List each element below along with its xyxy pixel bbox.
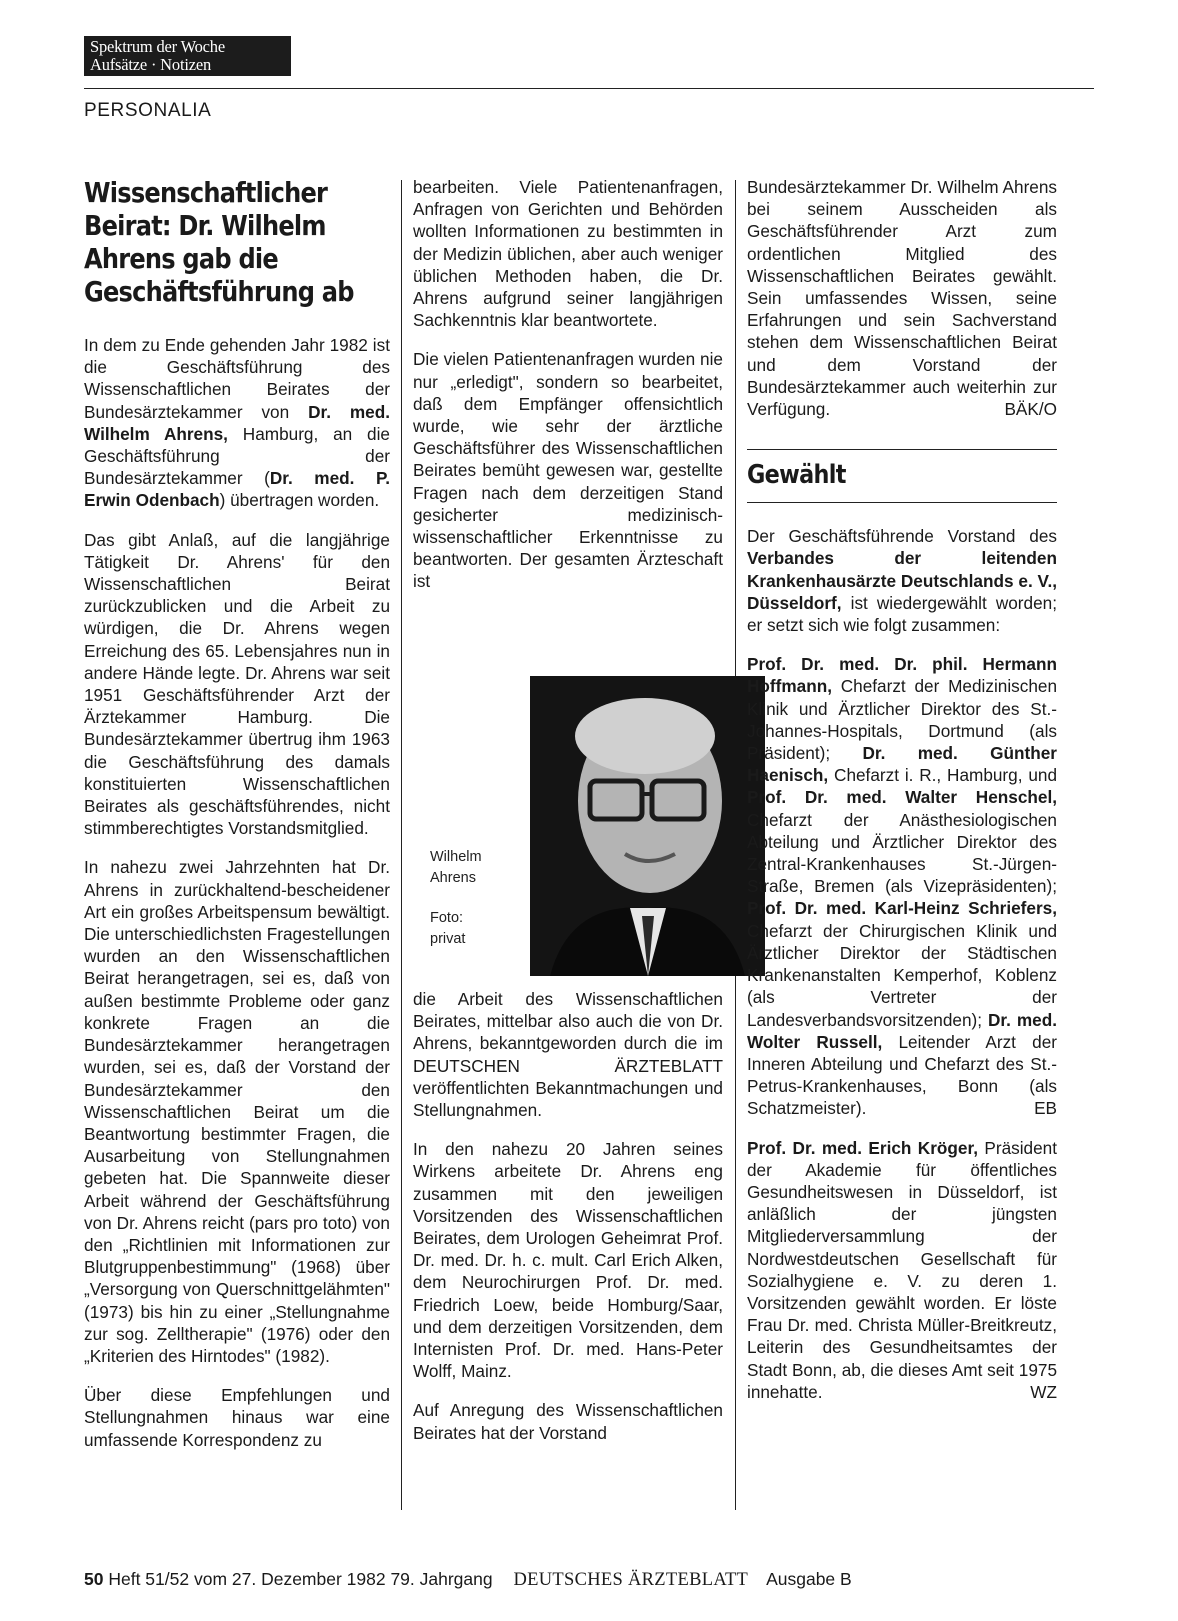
text: Präsident der Akademie für öffentliches Gesundheitswesen in Düsseldorf, ist anläßlich der jüngsten Mitgliederversammlung der Nordwestdeutschen Gesellschaft für Sozialhygiene e. V. zu deren 1. Vorsitzenden gewählt worden. Er löste Frau Dr. med. Christa Müller-Breitkreutz, Leiterin des Gesundheitsamtes der Stadt Bonn, ab, die dieses Amt seit 1975 innehatte. — [747, 1137, 1058, 1402]
author-signature: BÄK/O — [1004, 399, 1057, 420]
paragraph — [747, 525, 1057, 636]
photo-caption-name — [430, 847, 482, 889]
text: Leitender Arzt der Inneren Abteilung und Chefarzt des St.-Petrus-Krankenhauses, Bonn (als Schatzmeister). — [747, 1031, 1057, 1119]
text: ) übertragen worden. — [219, 490, 380, 511]
publication-name: DEUTSCHES ÄRZTEBLATT — [513, 1570, 749, 1590]
caption-line: Ahrens — [430, 870, 476, 886]
paragraph: bearbeiten. Viele Patientenanfragen, Anfragen von Gerichten und Behörden wollten Informationen zu bestimmten in der Medizin üblichen, aber auch weniger üblichen Methoden haben, die Dr. Ahrens aufgrund seiner langjährigen Sachkenntnis klar beantwortete. — [413, 177, 723, 331]
text: Bundesärztekammer Dr. Wilhelm Ahrens bei seinem Ausscheiden als Geschäftsführender Arzt zum ordentlichen Mitglied des Wissenschaftlichen Beirates gewählt. Sein umfassendes Wissen, seine Erfahrungen und sein Sachverstand stehen dem Wissenschaftlichen Beirat und dem Vorstand der Bundesärztekammer auch weiterhin zur Verfügung. — [747, 177, 1057, 420]
column-2-lower — [413, 988, 723, 1444]
bold-name: Prof. Dr. med. Karl-Heinz Schriefers, — [747, 898, 1057, 919]
text: Hamburg, an die Geschäftsführung der Bundesärztekammer ( — [84, 423, 390, 489]
author-signature: EB — [1034, 1098, 1057, 1119]
bold-name: Prof. Dr. med. Walter Henschel, — [747, 787, 1057, 808]
portrait-illustration — [530, 676, 765, 976]
paragraph — [747, 176, 1057, 420]
caption-line: Wilhelm — [430, 849, 482, 865]
caption-line: privat — [430, 931, 466, 947]
page-number: 50 — [84, 1569, 104, 1589]
column-3 — [747, 176, 1057, 1403]
edition-label: Ausgabe B — [766, 1569, 852, 1589]
section-title: Gewählt — [747, 460, 846, 491]
bold-name: Dr. med. Wolter Russell, — [747, 1009, 1057, 1052]
text: Der Geschäftsführende Vorstand des — [747, 526, 1057, 547]
paragraph: In den nahezu 20 Jahren seines Wirkens arbeitete Dr. Ahrens eng zusammen mit den jeweiligen Vorsitzenden des Wissenschaftlichen Beirates, dem Urologen Geheimrat Prof. Dr. med. Dr. h. c. mult. Carl Erich Alken, dem Neurochirurgen Prof. Dr. med. Friedrich Loew, beide Homburg/Saar, und dem derzeitigen Vorsitzenden, dem Internisten Prof. Dr. med. Hans-Peter Wolff, Mainz. — [413, 1139, 723, 1382]
paragraph — [747, 653, 1057, 1119]
article-headline: Wissenschaftlicher Beirat: Dr. Wilhelm Ahrens gab die Geschäftsführung ab — [84, 176, 354, 308]
column-1 — [84, 176, 390, 1451]
text: In dem zu Ende gehenden Jahr 1982 ist die Geschäftsführung des Wissenschaftlichen Beirates der Bundesärztekammer von — [84, 335, 390, 422]
bold-name: Prof. Dr. med. Dr. phil. Hermann Hoffmann, — [747, 654, 1057, 697]
paragraph: die Arbeit des Wissenschaftlichen Beirates, mittelbar also auch die von Dr. Ahrens, bekanntgeworden durch die im DEUTSCHEN ÄRZTEBLATT veröffentlichten Bekanntmachungen und Stellungnahmen. — [413, 989, 723, 1121]
paragraph: Das gibt Anlaß, auf die langjährige Tätigkeit Dr. Ahrens' für den Wissenschaftlichen Beirat zurückzublicken und die Arbeit zu würdigen, die Dr. Ahrens wegen Erreichung des 65. Lebensjahres nun in andere Hände legte. Dr. Ahrens war seit 1951 Geschäftsführender Arzt der Ärztekammer Hamburg. Die Bundesärztekammer übertrug ihm 1963 die Geschäftsführung des damals konstituierten Wissenschaftlichen Beirates als geschäftsführendes, nicht stimmberechtigtes Vorstandsmitglied. — [84, 529, 390, 839]
text: ist wiedergewählt worden; er setzt sich wie folgt zusammen: — [747, 592, 1057, 636]
bold-name: Verbandes der leitenden Krankenhausärzte Deutschlands e. V., Düsseldorf, — [747, 548, 1057, 613]
bold-name: Prof. Dr. med. Erich Kröger, — [747, 1137, 978, 1158]
paragraph: Auf Anregung des Wissenschaftlichen Beirates hat der Vorstand — [413, 1400, 723, 1443]
text: Chefarzt der Medizinischen Klinik und Ärztlicher Direktor des St.-Johannes-Hospitals, Dortmund (als Präsident); — [747, 676, 1057, 764]
page-footer — [84, 1569, 852, 1591]
paragraph: Die vielen Patientenanfragen wurden nie nur „erledigt", sondern so bearbeitet, daß dem Empfänger offensichtlich wurde, wie sehr der ärztliche Geschäftsführer des Wissenschaftlichen Beirates bemüht gewesen war, gestellte Fragen nach dem derzeitigen Stand gesicherter medizinisch-wissenschaftlicher Erkenntnisse zu beantworten. Der gesamten Ärzteschaft ist — [413, 349, 723, 592]
paragraph — [747, 1137, 1057, 1403]
column-rule-1 — [401, 180, 402, 1510]
issue-info: Heft 51/52 vom 27. Dezember 1982 79. Jahrgang — [108, 1569, 493, 1589]
text: Chefarzt der Anästhesiologischen Abteilung und Ärztlicher Direktor des Zentral-Krankenhauses St.-Jürgen-Straße, Bremen (als Vizepräsidenten); — [747, 809, 1057, 897]
section-rule — [747, 502, 1057, 503]
bold-name: Dr. med. P. Erwin Odenbach — [84, 468, 390, 511]
header-box-line2: Aufsätze · Notizen — [90, 55, 212, 74]
bold-name: Dr. med. Günther Haenisch, — [747, 743, 1057, 786]
header-rule — [84, 88, 1094, 89]
paragraph: Über diese Empfehlungen und Stellungnahmen hinaus war eine umfassende Korrespondenz zu — [84, 1385, 390, 1450]
text: Chefarzt i. R., Hamburg, und — [828, 765, 1057, 786]
column-2-upper — [413, 176, 723, 593]
paragraph: In nahezu zwei Jahrzehnten hat Dr. Ahrens in zurückhaltend-bescheidener Art ein großes Arbeitspensum bewältigt. Die unterschiedlichsten Fragestellungen wurden an den Wissenschaftlichen Beirat herangetragen, sei es, daß von außen bestimmte Probleme oder ganz konkrete Fragen an die Bundesärztekammer herangetragen wurden, sei es, daß der Vorstand der Bundesärztekammer den Wissenschaftlichen Beirat um die Beantwortung bestimmter Fragen, die Ausarbeitung von Stellungnahmen gebeten hat. Die Spannweite dieser Arbeit während der Geschäftsführung von Dr. Ahrens reicht (pars pro toto) von den „Richtlinien mit Informationen zur Blutgruppenbestimmung" (1968) über „Versorgung von Querschnittgelähmten" (1973) bis hin zu einer „Stellungnahme zur sog. Zelltherapie" (1976) oder den „Kriterien des Hirntodes" (1982). — [84, 857, 390, 1366]
section-label: PERSONALIA — [84, 100, 212, 121]
author-signature: WZ — [1030, 1381, 1057, 1402]
header-box-line1: Spektrum der Woche — [90, 37, 225, 56]
bold-name: Dr. med. Wilhelm Ahrens, — [84, 401, 390, 444]
portrait-photo — [530, 676, 765, 976]
section-header-box — [84, 36, 291, 76]
photo-caption-credit — [430, 908, 465, 950]
text: Chefarzt der Chirurgischen Klinik und Ärztlicher Direktor der Städtischen Krankenanstalten Kemperhof, Koblenz (als Vertreter der Landesverbandsvorsitzenden); — [747, 920, 1057, 1030]
caption-line: Foto: — [430, 910, 464, 926]
paragraph — [84, 334, 390, 512]
